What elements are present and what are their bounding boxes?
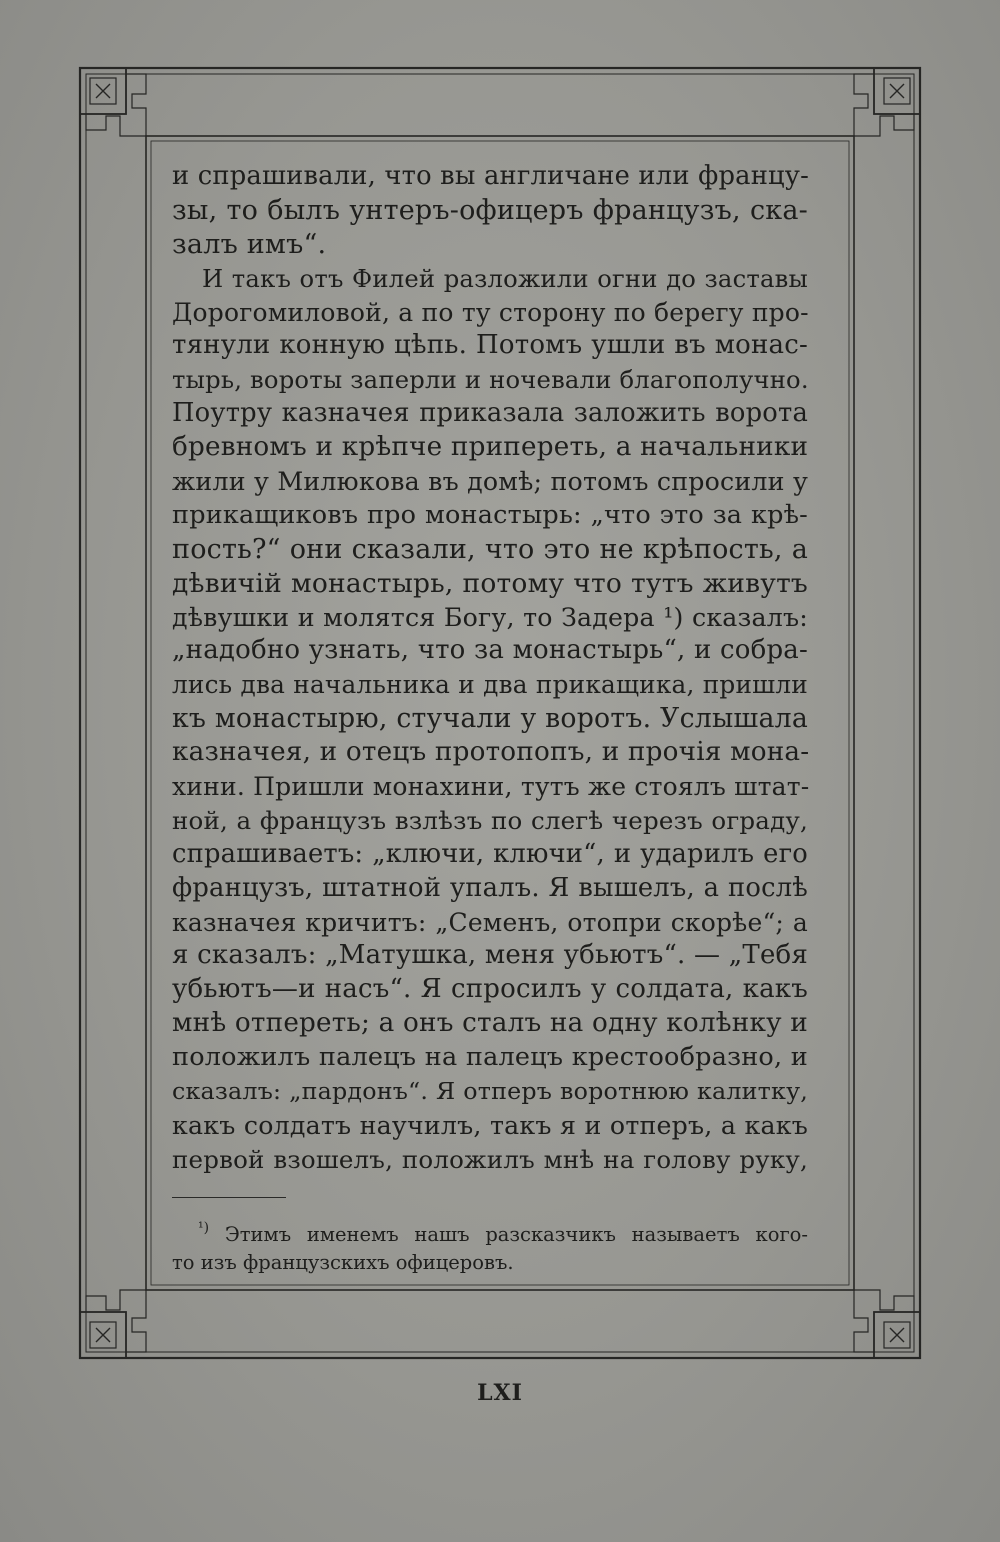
text-line-4: И такъ отъ Филей разложили огни до заставы <box>202 263 808 293</box>
text-line-10: жили у Милюкова въ домѣ; потомъ спросили у <box>172 467 808 497</box>
text-line-21: спрашиваетъ: „ключи, ключи“, и ударилъ его <box>172 838 808 869</box>
text-line-22: французъ, штатной упалъ. Я вышелъ, а послѣ <box>172 872 808 903</box>
text-line-7: тырь, вороты заперли и ночевали благополучно. <box>172 365 809 395</box>
text-line-6: тянули конную цѣпь. Потомъ ушли въ монас- <box>172 330 808 361</box>
corner-ornament-bottom-left <box>80 1290 146 1358</box>
footnote-line-2: то изъ французскихъ офицеровъ. <box>172 1251 514 1274</box>
main-text-block <box>172 160 808 1177</box>
text-line-2: зы, то былъ унтеръ-офицеръ французъ, ска- <box>172 194 808 226</box>
text-line-20: ной, а французъ взлѣзъ по слегѣ черезъ ограду, <box>172 805 808 835</box>
text-line-18: казначея, и отецъ протопопъ, и прочія мона- <box>172 737 810 768</box>
text-line-28: сказалъ: „пардонъ“. Я отперъ воротнюю калитку, <box>172 1077 808 1106</box>
footnote <box>172 1221 808 1277</box>
corner-ornament-top-right <box>854 68 920 136</box>
text-line-24: я сказалъ: „Матушка, меня убьютъ“. — „Тебя <box>172 940 808 971</box>
footnote-divider <box>172 1197 286 1198</box>
text-line-3: залъ имъ“. <box>172 228 327 260</box>
footnote-marker: ¹) <box>198 1220 210 1236</box>
text-line-27: положилъ палецъ на палецъ крестообразно, и <box>172 1042 808 1073</box>
text-line-15: „надобно узнать, что за монастырь“, и собра- <box>172 635 808 666</box>
text-line-29: какъ солдатъ научилъ, такъ я и отперъ, а какъ <box>172 1110 808 1140</box>
text-line-26: мнѣ отпереть; а онъ сталъ на одну колѣнку и <box>172 1008 808 1039</box>
text-line-8: Поутру казначея приказала заложить ворота <box>172 398 808 429</box>
text-line-16: лись два начальника и два прикащика, пришли <box>172 670 808 700</box>
text-line-13: дѣвичій монастырь, потому что тутъ живутъ <box>172 567 808 599</box>
text-line-23: казначея кричитъ: „Семенъ, отопри скорѣе“; а <box>172 907 808 937</box>
footnote-line-1 <box>172 1221 808 1249</box>
corner-ornament-top-left <box>80 68 146 136</box>
text-line-5: Дорогомиловой, а по ту сторону по берегу про- <box>172 297 809 327</box>
text-line-25: убьютъ—и насъ“. Я спросилъ у солдата, какъ <box>172 974 808 1005</box>
text-line-1: и спрашивали, что вы англичане или францу- <box>172 161 810 191</box>
text-line-17: къ монастырю, стучали у воротъ. Услышала <box>172 703 808 735</box>
text-line-9: бревномъ и крѣпче припереть, а начальники <box>172 432 809 463</box>
text-line-11: прикащиковъ про монастырь: „что это за крѣ- <box>172 499 808 530</box>
text-line-30: первой взошелъ, положилъ мнѣ на голову руку, <box>172 1144 808 1174</box>
text-line-19: хини. Пришли монахини, тутъ же стоялъ штат- <box>172 772 810 802</box>
page-number: LXI <box>477 1380 523 1406</box>
text-line-12: пость?“ они сказали, что это не крѣпость, а <box>172 533 808 565</box>
text-line-14: дѣвушки и молятся Богу, то Задера ¹) сказалъ: <box>172 602 808 632</box>
corner-ornament-bottom-right <box>854 1290 920 1358</box>
footnote-text-1: Этимъ именемъ нашъ разсказчикъ называетъ кого- <box>224 1223 808 1246</box>
